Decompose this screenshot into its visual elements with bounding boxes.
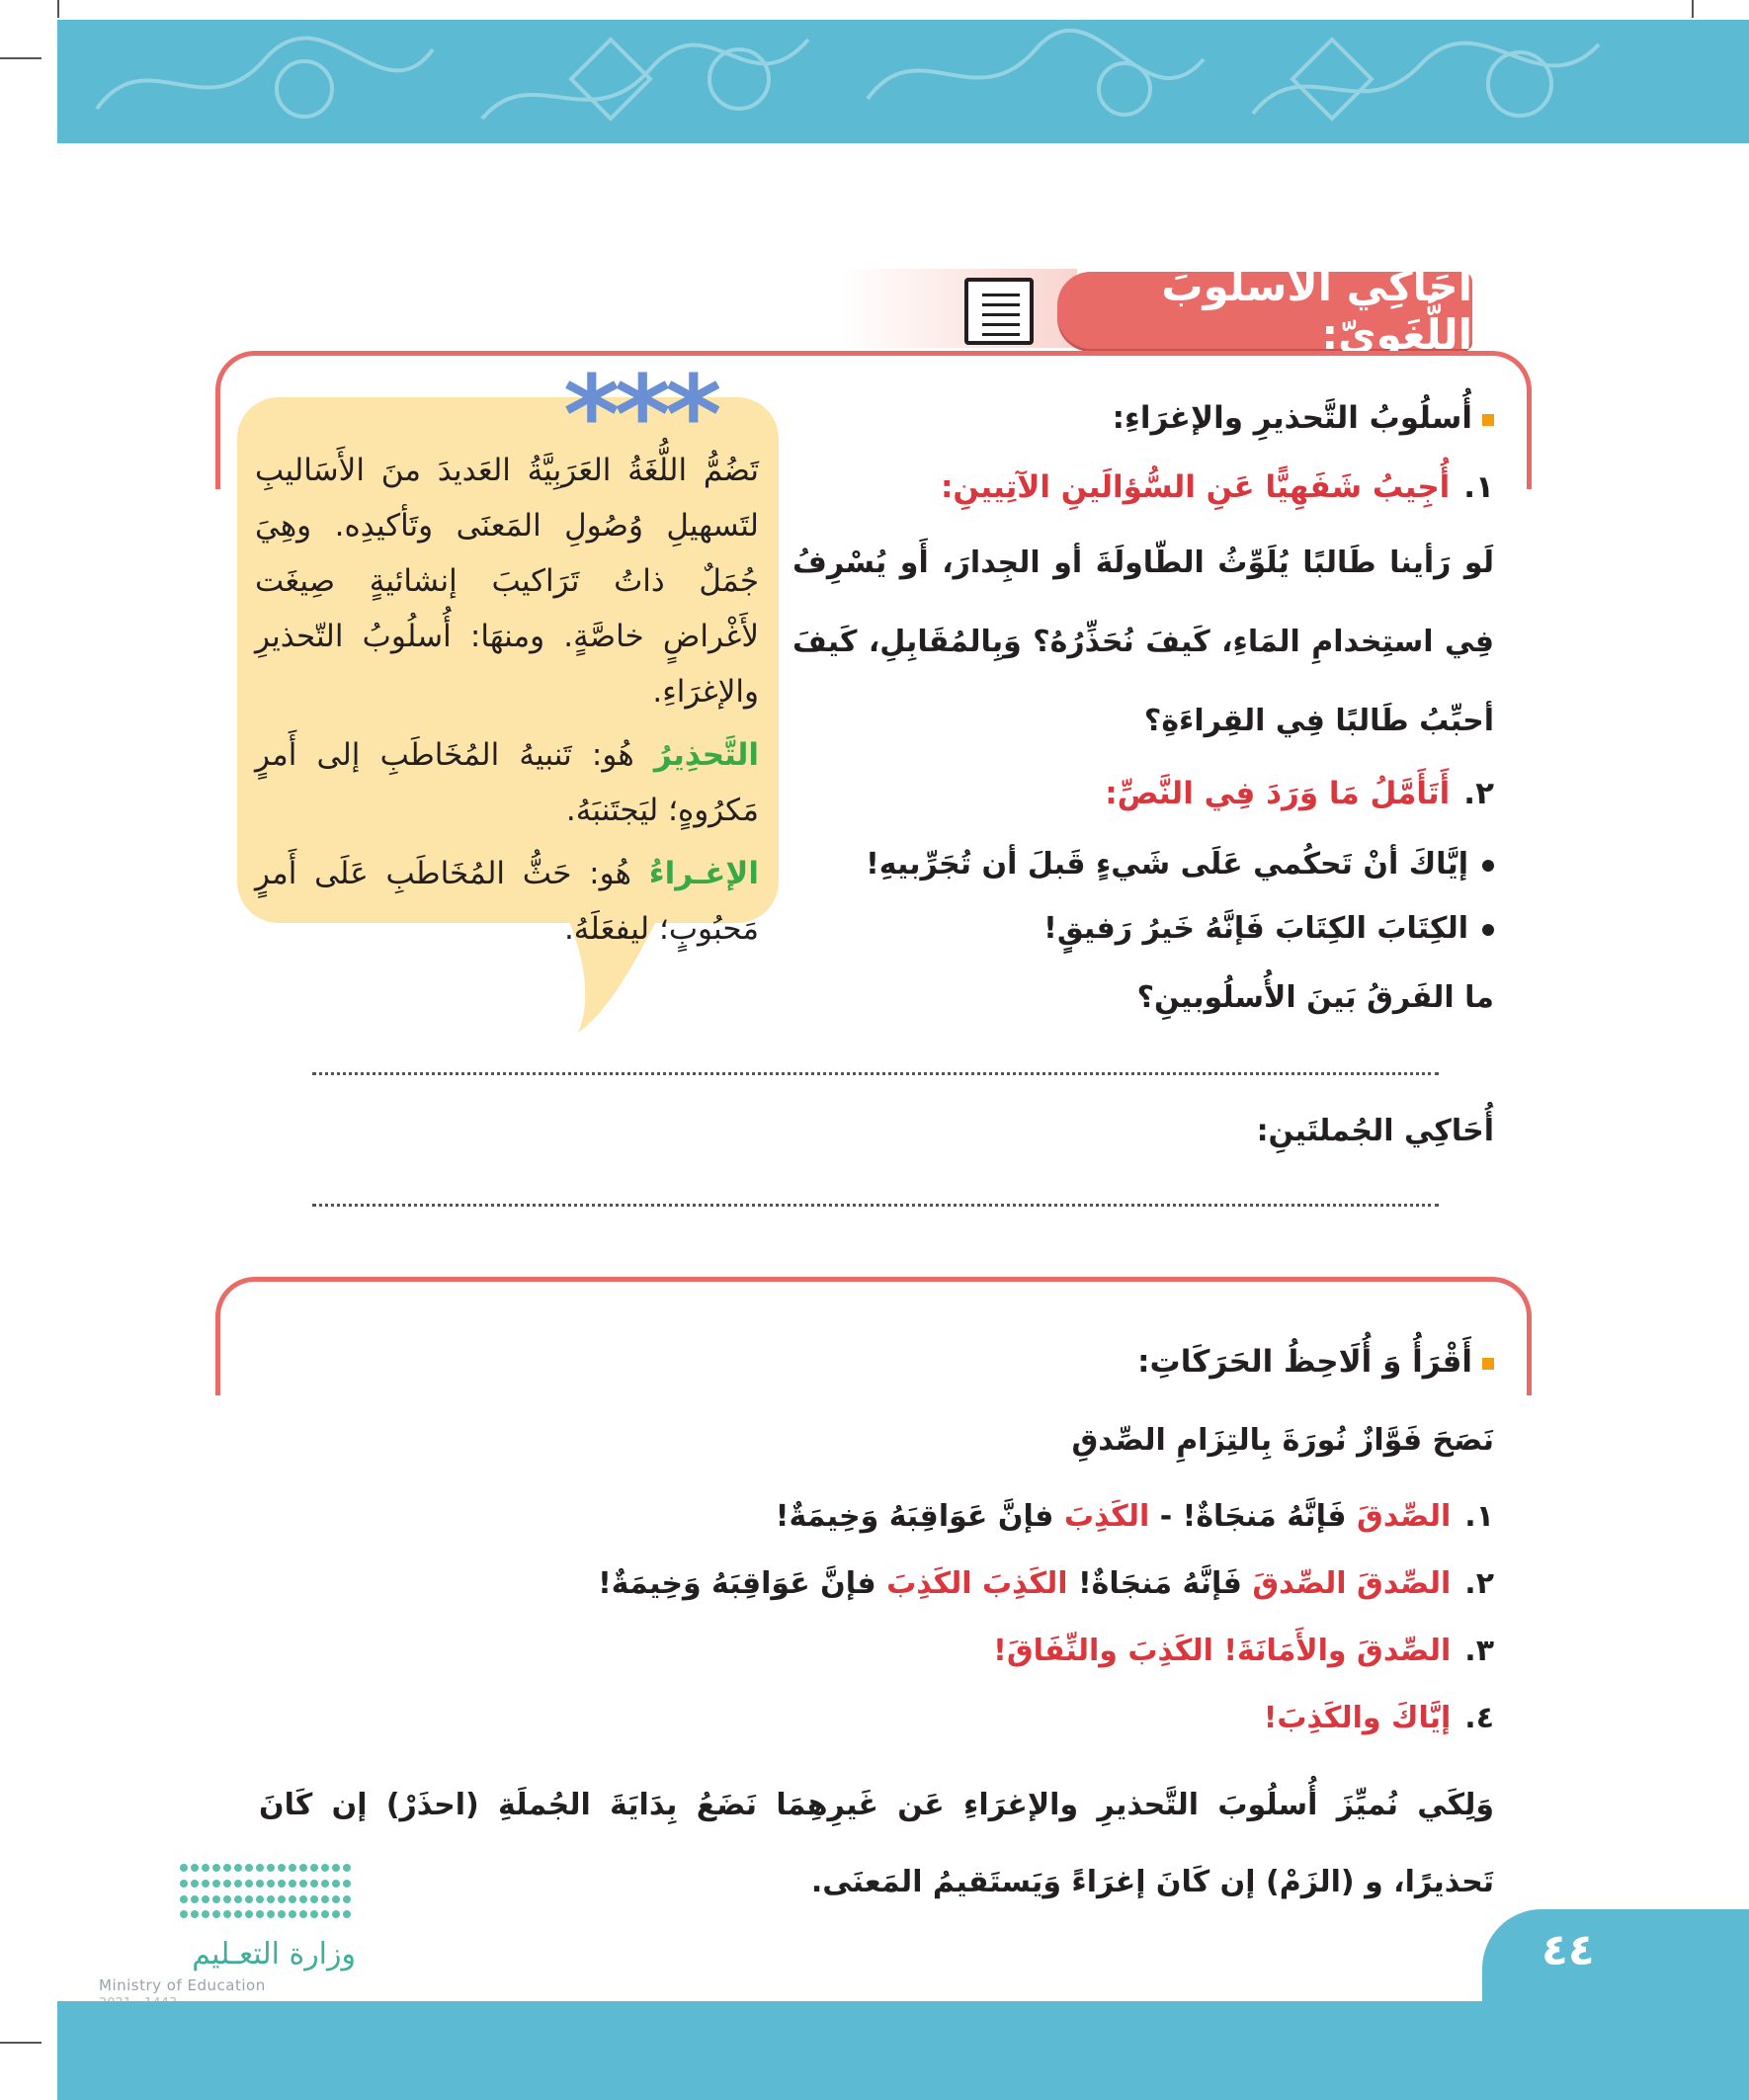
stars-decoration: ***	[563, 352, 716, 478]
section-title-tab	[1057, 262, 1472, 359]
crop-mark	[0, 57, 42, 59]
closing-paragraph: وَلِكَي نُميِّزَ أُسلُوبَ التَّحذيرِ والإغرَاءِ عَن غَيرِهِمَا نَضَعُ بِدَايَةَ الجُملَةِ (احذَرْ) إن كَانَ تَحذيرًا، و (الزَمْ) إن كَانَ إغرَاءً وَيَستَقيمُ المَعنَى.	[259, 1788, 1494, 1899]
term-tahdhir: التَّحذِيرُ	[653, 737, 759, 773]
bubble-intro: تَضُمُّ اللُّغَةُ العَرَبِيَّةُ العَديدَ منَ الأَسَاليبِ لتَسهيلِ وُصُولِ المَعنَى وتَأكيدِه. وهِيَ جُمَلٌ ذاتُ تَرَاكيبَ إنشائيةٍ صِيغَت لأَغْراضٍ خاصَّةٍ. ومنهَا: أُسلُوبُ التّحذيرِ والإغرَاءِ.	[255, 453, 759, 710]
logo-english-text: Ministry of Education	[99, 1976, 266, 1994]
example-item-2: ٢.الصِّدقَ الصِّدقَ فَإنَّهُ مَنجَاةٌ! الكَذِبَ الكَذِبَ فإنَّ عَوَاقِبَهُ وَخِيمَةٌ!	[598, 1566, 1494, 1601]
section1-heading: أُسلُوبُ التَّحذيرِ والإغرَاءِ:	[901, 400, 1494, 436]
answer-line-1	[312, 1072, 1439, 1075]
question-2-title: ٢.أَتَأَمَّلُ مَا وَرَدَ فِي النَّصِّ:	[1105, 776, 1494, 811]
page-number-tab	[1482, 1909, 1749, 2002]
definition-ighraa-text: هُو: حَثُّ المُخَاطَبِ عَلَى أَمرٍ مَحبُوبٍ؛ ليفعَلَهُ.	[255, 856, 759, 947]
term-ighraa: الإغـراءُ	[648, 856, 759, 891]
definition-tahdhir-text: هُو: تَنبيهُ المُخَاطَبِ إلى أَمرٍ مَكرُوهٍ؛ ليَجتَنبَهُ.	[255, 737, 759, 828]
section2-heading: أَقْرَأُ وَ أُلَاحِظُ الحَرَكَاتِ:	[802, 1344, 1494, 1380]
square-bullet-icon	[1482, 414, 1494, 426]
bullet-item-1: إيَّاكَ أنْ تَحكُمي عَلَى شَيءٍ قَبلَ أن تُجَرِّبيهِ!	[802, 825, 1494, 904]
bubble-text	[255, 443, 759, 965]
header-band	[57, 20, 1749, 143]
question-2-prompt: ما الفَرقُ بَينَ الأُسلُوبينِ؟	[1136, 980, 1494, 1015]
crop-mark	[57, 0, 59, 18]
bullet-item-2: الكِتَابَ الكِتَابَ فَإنَّهُ خَيرُ رَفيقٍ!	[802, 889, 1494, 968]
page-number: ٤٤	[1541, 1925, 1595, 1975]
example-item-1: ١.الصِّدقَ فَإنَّهُ مَنجَاةٌ! - الكَذِبَ فإنَّ عَوَاقِبَهُ وَخِيمَةٌ!	[775, 1499, 1494, 1534]
section2-intro: نَصَحَ فَوَّازٌ نُورَةَ بِالتِزَامِ الصِّدقِ	[1071, 1423, 1494, 1458]
crop-mark	[1692, 0, 1694, 18]
bullet-icon	[1482, 924, 1494, 936]
imitate-prompt: أُحَاكِي الجُملتَينِ:	[1256, 1114, 1494, 1148]
definition-ighraa	[255, 846, 759, 957]
crop-mark	[0, 2042, 42, 2044]
document-icon	[964, 278, 1034, 345]
example-item-4: ٤.إيَّاكَ والكَذِبَ!	[1263, 1701, 1494, 1735]
example-item-3: ٣.الصِّدقَ والأَمَانَةَ! الكَذِبَ والنِّفَاقَ!	[993, 1634, 1494, 1668]
title-fade	[840, 269, 1077, 348]
answer-line-2	[312, 1204, 1439, 1207]
definition-tahdhir	[255, 727, 759, 838]
bullet-icon	[1482, 860, 1494, 872]
question-1-title: ١.أُجِيبُ شَفَهِيًّا عَنِ السُّؤالَينِ الآتِيينِ:	[941, 469, 1494, 505]
logo-dots-icon	[180, 1864, 354, 1923]
square-bullet-icon	[1482, 1358, 1494, 1370]
question-1-body: لَو رَأينا طَالبًا يُلَوِّثُ الطّاولَةَ أو الجِدارَ، أَو يُسْرِفُ فِي استِخدامِ المَاءِ، كَيفَ نُحَذِّرُهُ؟ وَبِالمُقَابِلِ، كَيفَ أحبِّبُ طَالبًا فِي القِراءَةِ؟	[792, 546, 1494, 738]
logo-arabic-text: وزارة التعـليم	[192, 1937, 356, 1972]
footer-band	[57, 2001, 1749, 2100]
calligraphy-pattern	[57, 20, 1749, 143]
section-title: أُحَاكِي الأُسلُوبَ اللُّغَويّ:	[1161, 262, 1472, 359]
